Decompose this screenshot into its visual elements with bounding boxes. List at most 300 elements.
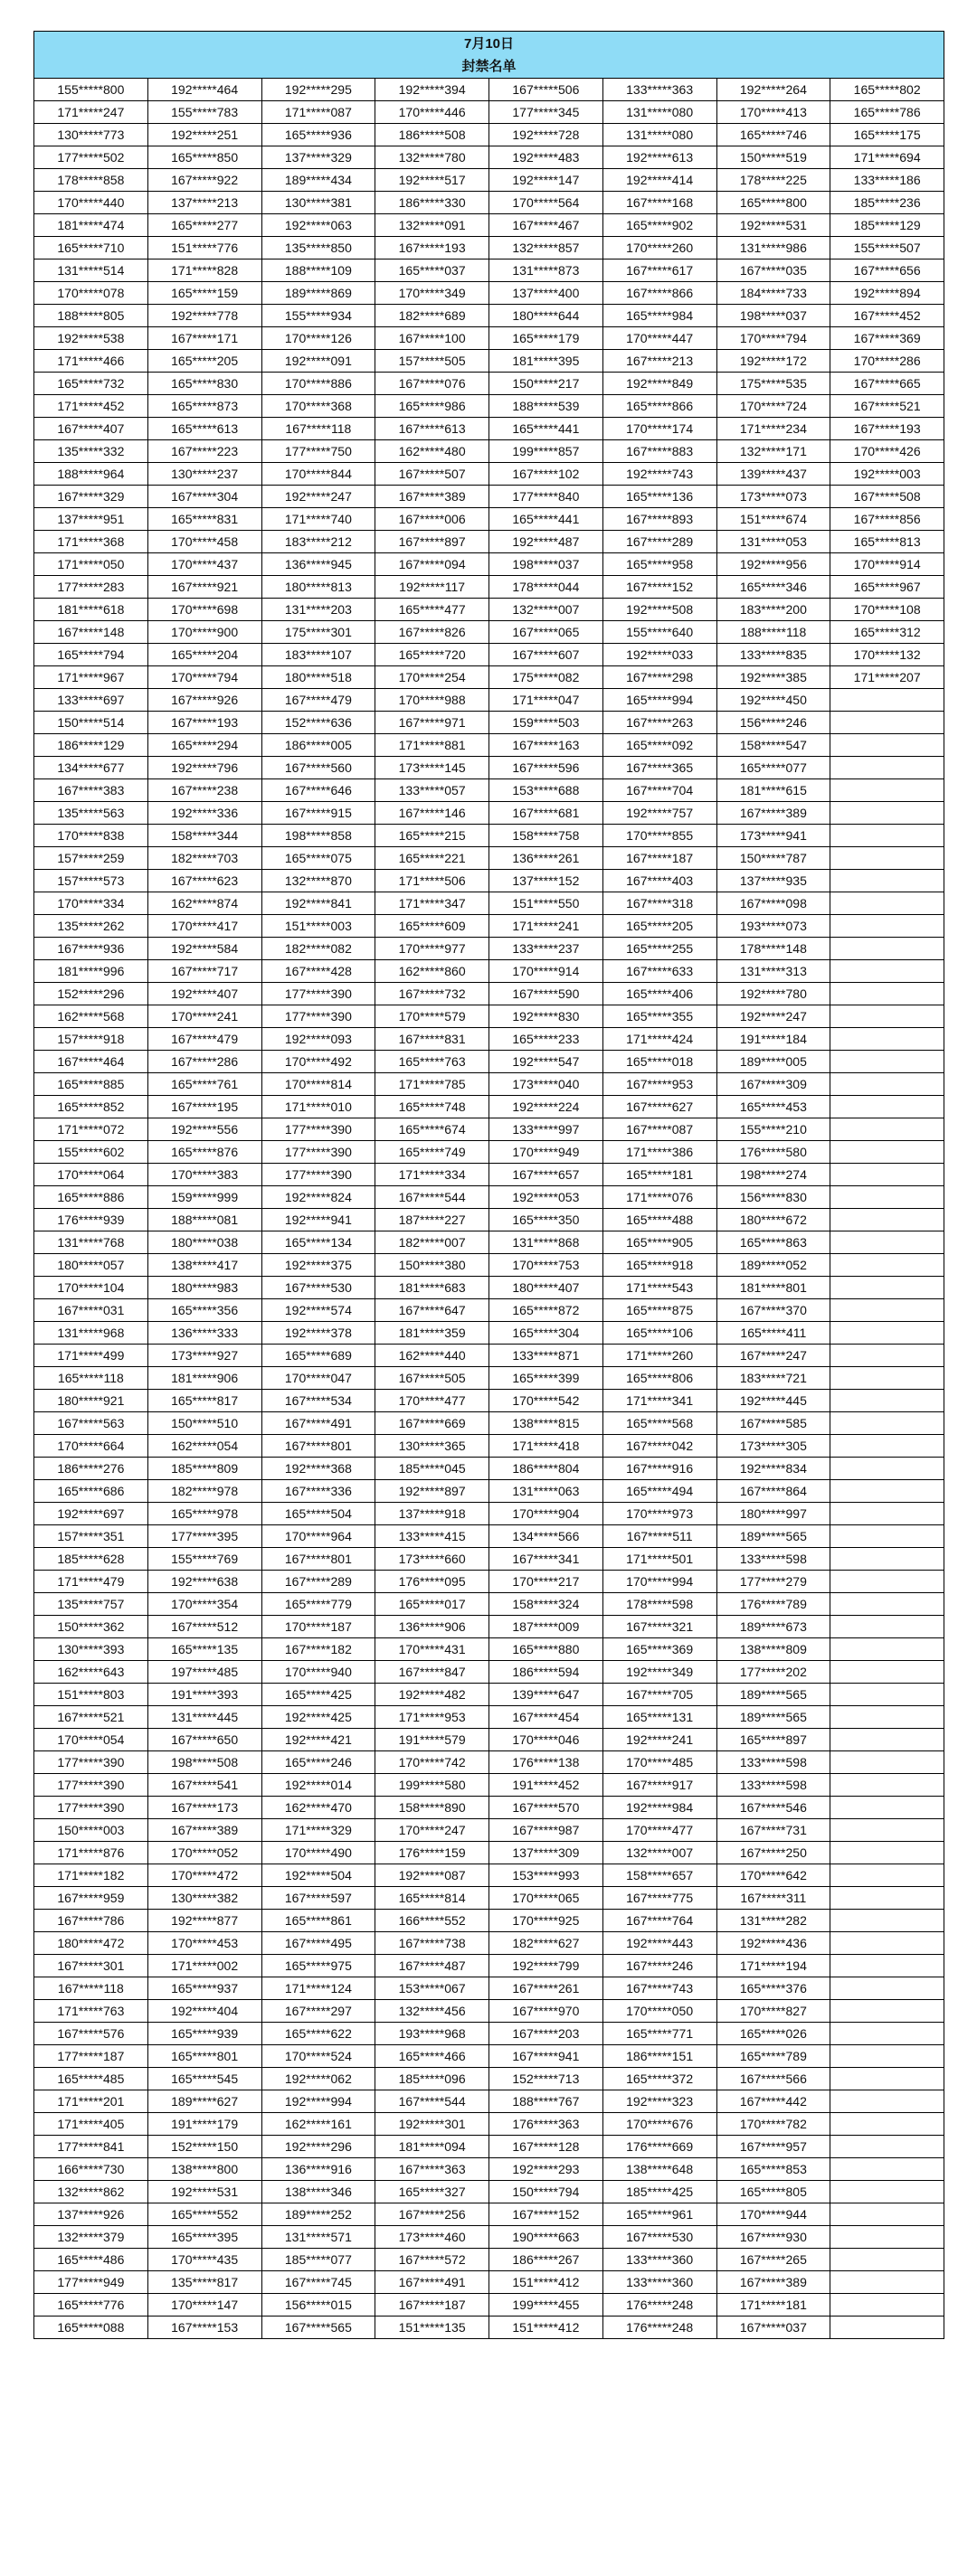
phone-cell: 167*****495 [261, 1932, 375, 1955]
phone-cell [830, 1864, 944, 1887]
table-row [34, 644, 944, 666]
phone-cell: 137*****918 [375, 1503, 489, 1525]
phone-cell: 189*****252 [261, 2203, 375, 2226]
phone-cell: 137*****400 [489, 282, 603, 305]
table-row [34, 825, 944, 847]
phone-cell: 177*****187 [34, 2045, 148, 2068]
phone-cell: 171*****124 [261, 1977, 375, 2000]
phone-cell: 165*****961 [602, 2203, 716, 2226]
phone-cell: 182*****703 [147, 847, 261, 870]
phone-cell: 170*****431 [375, 1638, 489, 1661]
table-row [34, 1118, 944, 1141]
phone-cell: 192*****063 [261, 214, 375, 237]
phone-cell: 167*****193 [147, 712, 261, 734]
phone-cell: 173*****145 [375, 757, 489, 779]
phone-cell: 165*****077 [716, 757, 830, 779]
phone-cell: 170*****949 [489, 1141, 603, 1164]
phone-cell: 165*****205 [147, 350, 261, 373]
table-row [34, 373, 944, 395]
phone-cell: 173*****941 [716, 825, 830, 847]
phone-cell [830, 1661, 944, 1684]
table-row [34, 1277, 944, 1299]
phone-cell: 165*****622 [261, 2023, 375, 2045]
phone-cell: 170*****994 [602, 1571, 716, 1593]
phone-cell: 177*****502 [34, 146, 148, 169]
phone-cell [830, 1910, 944, 1932]
phone-cell: 167*****163 [489, 734, 603, 757]
phone-cell [830, 1164, 944, 1186]
table-row [34, 2000, 944, 2023]
phone-cell: 180*****997 [716, 1503, 830, 1525]
phone-cell [830, 1593, 944, 1616]
phone-cell: 192*****547 [489, 1051, 603, 1073]
phone-cell: 192*****638 [147, 1571, 261, 1593]
phone-cell: 155*****800 [34, 79, 148, 101]
table-row [34, 1186, 944, 1209]
phone-cell: 177*****390 [261, 983, 375, 1005]
phone-cell: 167*****128 [489, 2136, 603, 2158]
title-row [34, 32, 944, 57]
phone-cell: 170*****782 [716, 2113, 830, 2136]
phone-cell: 180*****407 [489, 1277, 603, 1299]
phone-cell: 167*****941 [489, 2045, 603, 2068]
phone-cell: 171*****501 [602, 1548, 716, 1571]
phone-cell: 165*****088 [34, 2317, 148, 2339]
subtitle-row [34, 56, 944, 79]
phone-cell: 192*****824 [261, 1186, 375, 1209]
phone-cell: 192*****014 [261, 1774, 375, 1797]
table-row [34, 2045, 944, 2068]
phone-cell: 177*****390 [34, 1797, 148, 1819]
phone-cell: 171*****418 [489, 1435, 603, 1458]
phone-cell: 170*****914 [830, 553, 944, 576]
phone-cell: 170*****126 [261, 327, 375, 350]
phone-cell: 170*****065 [489, 1887, 603, 1910]
phone-cell: 167*****321 [602, 1616, 716, 1638]
phone-cell: 191*****579 [375, 1729, 489, 1751]
phone-cell: 165*****441 [489, 418, 603, 440]
phone-cell: 152*****636 [261, 712, 375, 734]
phone-cell: 171*****876 [34, 1842, 148, 1864]
phone-cell: 167*****856 [830, 508, 944, 531]
phone-cell: 170*****794 [147, 666, 261, 689]
phone-cell [830, 1254, 944, 1277]
phone-cell: 170*****838 [34, 825, 148, 847]
phone-cell: 165*****937 [147, 1977, 261, 2000]
phone-cell: 180*****672 [716, 1209, 830, 1231]
phone-cell: 132*****171 [716, 440, 830, 463]
phone-cell: 167*****926 [147, 689, 261, 712]
phone-cell [830, 1932, 944, 1955]
table-row [34, 2158, 944, 2181]
phone-cell: 170*****435 [147, 2249, 261, 2271]
phone-cell: 133*****415 [375, 1525, 489, 1548]
phone-cell: 167*****511 [602, 1525, 716, 1548]
phone-cell [830, 2271, 944, 2294]
phone-cell: 132*****862 [34, 2181, 148, 2203]
phone-cell: 135*****850 [261, 237, 375, 259]
table-row [34, 1367, 944, 1390]
phone-cell: 198*****274 [716, 1164, 830, 1186]
phone-cell [830, 2136, 944, 2158]
phone-cell: 199*****857 [489, 440, 603, 463]
table-row [34, 124, 944, 146]
phone-cell: 170*****579 [375, 1005, 489, 1028]
phone-cell: 170*****247 [375, 1819, 489, 1842]
phone-cell: 150*****362 [34, 1616, 148, 1638]
phone-cell: 151*****776 [147, 237, 261, 259]
phone-cell: 180*****472 [34, 1932, 148, 1955]
table-row [34, 1164, 944, 1186]
phone-cell: 165*****800 [716, 192, 830, 214]
table-row [34, 395, 944, 418]
phone-cell: 181*****906 [147, 1367, 261, 1390]
table-row [34, 2317, 944, 2339]
phone-cell: 183*****107 [261, 644, 375, 666]
phone-cell: 192*****504 [261, 1864, 375, 1887]
phone-cell: 192*****378 [261, 1322, 375, 1345]
phone-cell [830, 1390, 944, 1412]
phone-cell: 131*****768 [34, 1231, 148, 1254]
phone-cell: 167*****187 [375, 2294, 489, 2317]
phone-cell: 187*****227 [375, 1209, 489, 1231]
phone-cell: 173*****927 [147, 1345, 261, 1367]
phone-cell: 192*****247 [716, 1005, 830, 1028]
phone-cell: 165*****817 [147, 1390, 261, 1412]
phone-cell: 167*****223 [147, 440, 261, 463]
phone-cell: 167*****263 [602, 712, 716, 734]
phone-cell: 176*****138 [489, 1751, 603, 1774]
phone-cell: 182*****627 [489, 1932, 603, 1955]
phone-cell: 165*****356 [147, 1299, 261, 1322]
phone-cell [830, 712, 944, 734]
phone-cell: 170*****988 [375, 689, 489, 712]
phone-cell: 165*****441 [489, 508, 603, 531]
phone-cell: 135*****757 [34, 1593, 148, 1616]
phone-cell: 188*****767 [489, 2090, 603, 2113]
phone-cell: 167*****118 [34, 1977, 148, 2000]
phone-cell: 167*****203 [489, 2023, 603, 2045]
table-row [34, 2271, 944, 2294]
phone-cell: 178*****148 [716, 938, 830, 960]
phone-cell: 177*****390 [261, 1005, 375, 1028]
table-row [34, 2136, 944, 2158]
phone-cell: 171*****181 [716, 2294, 830, 2317]
phone-cell: 184*****733 [716, 282, 830, 305]
phone-cell: 130*****365 [375, 1435, 489, 1458]
phone-cell: 167*****171 [147, 327, 261, 350]
phone-cell: 177*****390 [261, 1141, 375, 1164]
phone-cell: 158*****324 [489, 1593, 603, 1616]
phone-cell: 132*****379 [34, 2226, 148, 2249]
phone-cell: 157*****918 [34, 1028, 148, 1051]
table-row [34, 938, 944, 960]
phone-cell: 193*****968 [375, 2023, 489, 2045]
phone-cell: 177*****202 [716, 1661, 830, 1684]
phone-cell: 171*****087 [261, 101, 375, 124]
phone-cell [830, 1955, 944, 1977]
table-row [34, 531, 944, 553]
phone-cell: 192*****293 [489, 2158, 603, 2181]
phone-cell: 192*****894 [830, 282, 944, 305]
phone-cell: 133*****697 [34, 689, 148, 712]
phone-cell: 132*****007 [489, 599, 603, 621]
phone-cell: 151*****674 [716, 508, 830, 531]
phone-cell: 167*****479 [147, 1028, 261, 1051]
phone-cell: 173*****460 [375, 2226, 489, 2249]
phone-cell: 165*****568 [602, 1412, 716, 1435]
phone-cell: 171*****452 [34, 395, 148, 418]
phone-cell: 167*****731 [716, 1819, 830, 1842]
phone-cell: 170*****104 [34, 1277, 148, 1299]
phone-cell: 189*****869 [261, 282, 375, 305]
phone-cell: 167*****864 [716, 1480, 830, 1503]
phone-cell: 167*****247 [716, 1345, 830, 1367]
phone-cell: 165*****018 [602, 1051, 716, 1073]
phone-cell: 165*****504 [261, 1503, 375, 1525]
phone-cell: 137*****329 [261, 146, 375, 169]
phone-cell: 199*****455 [489, 2294, 603, 2317]
phone-cell: 165*****294 [147, 734, 261, 757]
table-row [34, 960, 944, 983]
phone-cell: 170*****078 [34, 282, 148, 305]
phone-cell: 167*****738 [375, 1932, 489, 1955]
phone-cell: 167*****100 [375, 327, 489, 350]
phone-cell: 157*****259 [34, 847, 148, 870]
phone-cell: 167*****298 [602, 666, 716, 689]
phone-cell: 171*****347 [375, 892, 489, 915]
phone-cell: 167*****065 [489, 621, 603, 644]
phone-cell: 150*****510 [147, 1412, 261, 1435]
phone-cell: 132*****857 [489, 237, 603, 259]
phone-cell: 165*****886 [34, 1186, 148, 1209]
phone-cell: 135*****563 [34, 802, 148, 825]
phone-cell: 167*****623 [147, 870, 261, 892]
phone-cell: 170*****542 [489, 1390, 603, 1412]
phone-cell: 150*****519 [716, 146, 830, 169]
phone-cell: 170*****925 [489, 1910, 603, 1932]
phone-cell: 192*****796 [147, 757, 261, 779]
phone-cell: 192*****247 [261, 486, 375, 508]
phone-cell: 165*****918 [602, 1254, 716, 1277]
table-row [34, 508, 944, 531]
table-row [34, 1005, 944, 1028]
phone-cell: 167*****369 [830, 327, 944, 350]
phone-cell: 170*****964 [261, 1525, 375, 1548]
phone-cell: 158*****890 [375, 1797, 489, 1819]
phone-cell: 165*****994 [602, 689, 716, 712]
phone-cell: 155*****507 [830, 237, 944, 259]
phone-cell: 167*****452 [830, 305, 944, 327]
phone-cell: 186*****129 [34, 734, 148, 757]
phone-cell: 165*****967 [830, 576, 944, 599]
phone-cell: 192*****841 [261, 892, 375, 915]
phone-cell: 192*****464 [147, 79, 261, 101]
table-row [34, 1299, 944, 1322]
table-row [34, 1887, 944, 1910]
phone-cell: 167*****428 [261, 960, 375, 983]
phone-cell: 137*****935 [716, 870, 830, 892]
table-row [34, 1661, 944, 1684]
phone-cell: 171*****341 [602, 1390, 716, 1412]
phone-cell: 181*****801 [716, 1277, 830, 1299]
phone-cell: 167*****917 [602, 1774, 716, 1797]
phone-cell: 167*****570 [489, 1797, 603, 1819]
phone-cell: 198*****037 [716, 305, 830, 327]
phone-cell: 167*****717 [147, 960, 261, 983]
phone-cell: 185*****425 [602, 2181, 716, 2203]
table-row [34, 847, 944, 870]
phone-cell: 167*****970 [489, 2000, 603, 2023]
phone-cell: 176*****095 [375, 1571, 489, 1593]
phone-cell: 192*****421 [261, 1729, 375, 1751]
phone-cell: 170*****814 [261, 1073, 375, 1096]
phone-cell: 167*****389 [716, 2271, 830, 2294]
phone-cell: 167*****745 [261, 2271, 375, 2294]
phone-cell: 192*****531 [147, 2181, 261, 2203]
phone-cell: 165*****246 [261, 1751, 375, 1774]
phone-cell: 182*****082 [261, 938, 375, 960]
phone-cell: 192*****728 [489, 124, 603, 146]
phone-cell: 180*****813 [261, 576, 375, 599]
phone-cell: 188*****081 [147, 1209, 261, 1231]
phone-cell: 170*****904 [489, 1503, 603, 1525]
phone-cell: 171*****881 [375, 734, 489, 757]
phone-cell: 138*****809 [716, 1638, 830, 1661]
phone-cell: 186*****508 [375, 124, 489, 146]
table-row [34, 2249, 944, 2271]
phone-cell: 165*****850 [147, 146, 261, 169]
phone-cell: 188*****964 [34, 463, 148, 486]
table-row [34, 259, 944, 282]
phone-cell: 167*****633 [602, 960, 716, 983]
phone-cell: 170*****132 [830, 644, 944, 666]
phone-cell [830, 1231, 944, 1254]
table-row [34, 689, 944, 712]
phone-cell [830, 1209, 944, 1231]
phone-cell: 171*****506 [375, 870, 489, 892]
phone-cell: 192*****385 [716, 666, 830, 689]
phone-cell: 165*****312 [830, 621, 944, 644]
phone-cell: 165*****794 [34, 644, 148, 666]
phone-cell: 155*****783 [147, 101, 261, 124]
phone-cell: 132*****780 [375, 146, 489, 169]
phone-cell: 188*****805 [34, 305, 148, 327]
phone-cell [830, 2317, 944, 2339]
phone-cell: 192*****172 [716, 350, 830, 373]
phone-cell: 167*****153 [147, 2317, 261, 2339]
phone-cell: 192*****517 [375, 169, 489, 192]
phone-cell: 192*****956 [716, 553, 830, 576]
phone-cell [830, 1118, 944, 1141]
phone-cell: 131*****868 [489, 1231, 603, 1254]
phone-cell: 165*****135 [147, 1638, 261, 1661]
phone-cell: 198*****858 [261, 825, 375, 847]
phone-cell: 165*****399 [489, 1367, 603, 1390]
table-row [34, 1435, 944, 1458]
phone-cell: 165*****106 [602, 1322, 716, 1345]
phone-cell: 133*****997 [489, 1118, 603, 1141]
phone-cell [830, 1887, 944, 1910]
phone-cell: 170*****440 [34, 192, 148, 214]
phone-cell: 165*****749 [375, 1141, 489, 1164]
phone-cell: 170*****437 [147, 553, 261, 576]
table-row [34, 1051, 944, 1073]
phone-cell: 133*****186 [830, 169, 944, 192]
phone-cell: 181*****996 [34, 960, 148, 983]
phone-cell: 192*****450 [716, 689, 830, 712]
phone-cell: 165*****674 [375, 1118, 489, 1141]
table-row [34, 576, 944, 599]
table-row [34, 486, 944, 508]
phone-cell: 192*****033 [602, 644, 716, 666]
phone-cell: 167*****389 [716, 802, 830, 825]
phone-cell: 193*****073 [716, 915, 830, 938]
phone-cell: 165*****975 [261, 1955, 375, 1977]
phone-cell: 186*****804 [489, 1458, 603, 1480]
phone-cell: 162*****054 [147, 1435, 261, 1458]
phone-cell: 192*****799 [489, 1955, 603, 1977]
phone-cell: 185*****129 [830, 214, 944, 237]
phone-cell [830, 1638, 944, 1661]
phone-cell: 171*****828 [147, 259, 261, 282]
phone-cell: 167*****512 [147, 1616, 261, 1638]
phone-cell: 167*****311 [716, 1887, 830, 1910]
phone-cell: 170*****472 [147, 1864, 261, 1887]
phone-cell: 150*****794 [489, 2181, 603, 2203]
phone-cell: 158*****344 [147, 825, 261, 847]
phone-cell: 178*****225 [716, 169, 830, 192]
phone-cell: 165*****936 [261, 124, 375, 146]
phone-cell: 167*****193 [375, 237, 489, 259]
phone-cell: 167*****505 [375, 1367, 489, 1390]
phone-cell: 136*****945 [261, 553, 375, 576]
phone-cell: 132*****091 [375, 214, 489, 237]
phone-cell: 165*****720 [375, 644, 489, 666]
phone-cell: 192*****613 [602, 146, 716, 169]
table-row [34, 621, 944, 644]
phone-cell: 151*****412 [489, 2271, 603, 2294]
phone-cell: 167*****936 [34, 938, 148, 960]
phone-cell: 167*****363 [375, 2158, 489, 2181]
phone-cell: 131*****063 [489, 1480, 603, 1503]
table-row [34, 599, 944, 621]
table-row [34, 1774, 944, 1797]
phone-cell: 167*****563 [34, 1412, 148, 1435]
phone-cell: 133*****237 [489, 938, 603, 960]
phone-cell: 191*****184 [716, 1028, 830, 1051]
table-row [34, 802, 944, 825]
phone-cell: 170*****944 [716, 2203, 830, 2226]
phone-cell: 167*****173 [147, 1797, 261, 1819]
phone-cell: 138*****346 [261, 2181, 375, 2203]
table-row [34, 915, 944, 938]
phone-cell: 167*****764 [602, 1910, 716, 1932]
phone-cell: 155*****210 [716, 1118, 830, 1141]
phone-cell: 167*****775 [602, 1887, 716, 1910]
phone-cell: 167*****341 [489, 1548, 603, 1571]
table-row [34, 1458, 944, 1480]
phone-cell: 192*****404 [147, 2000, 261, 2023]
table-row [34, 1548, 944, 1571]
phone-cell: 176*****363 [489, 2113, 603, 2136]
phone-cell: 170*****855 [602, 825, 716, 847]
table-row [34, 327, 944, 350]
phone-cell: 131*****986 [716, 237, 830, 259]
phone-cell: 165*****406 [602, 983, 716, 1005]
phone-cell: 132*****456 [375, 2000, 489, 2023]
phone-cell: 167*****370 [716, 1299, 830, 1322]
